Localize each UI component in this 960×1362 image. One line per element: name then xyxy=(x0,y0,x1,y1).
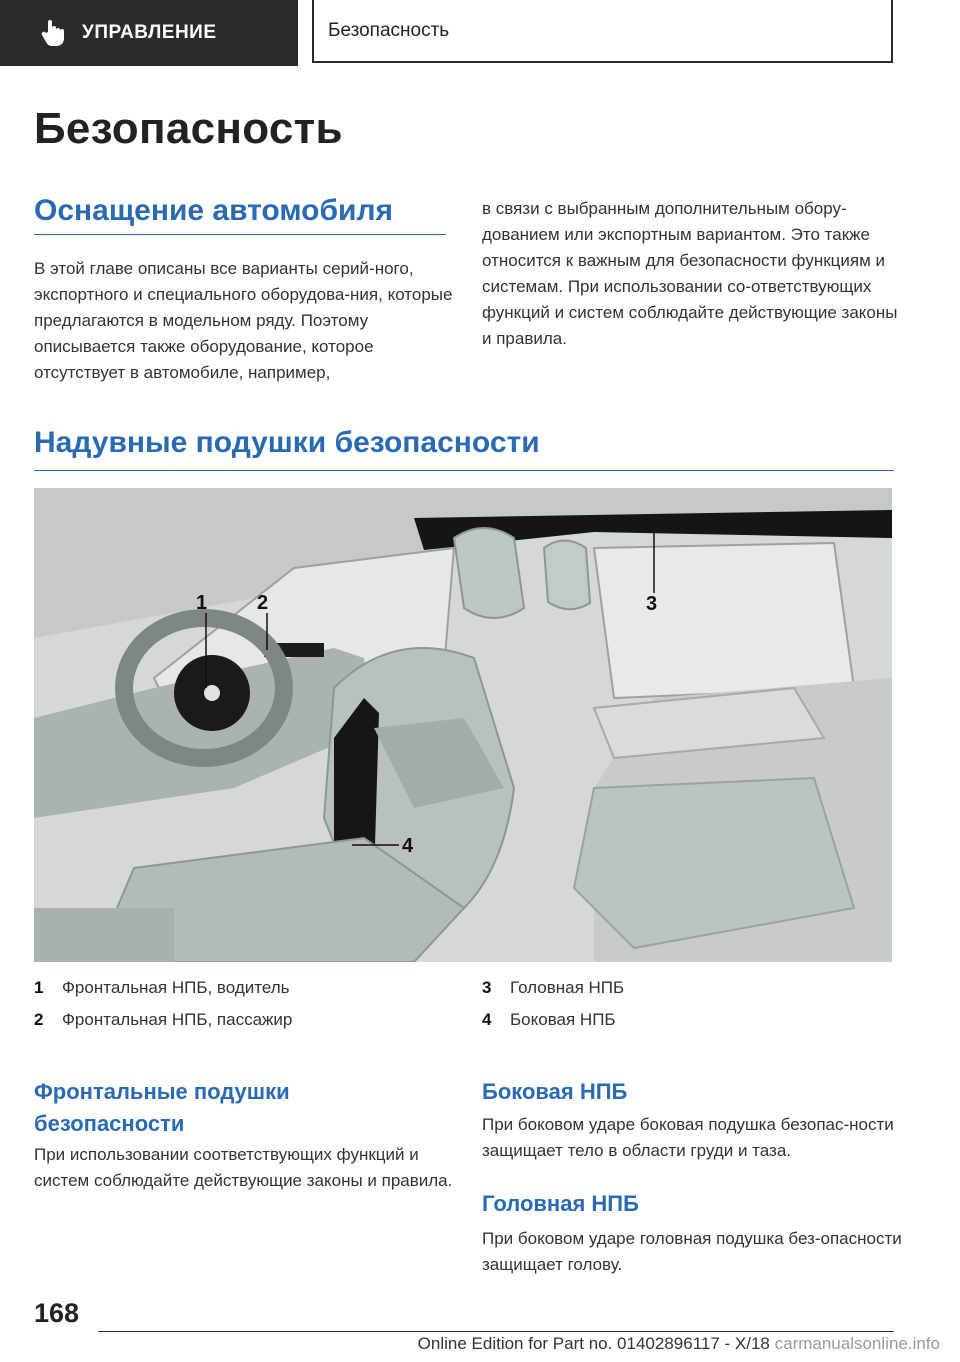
airbag-locations-figure xyxy=(34,488,892,962)
page-number: 168 xyxy=(34,1298,80,1328)
head-airbag-heading: Головная НПБ xyxy=(482,1191,639,1216)
airbags-heading: Надувные подушки безопасности xyxy=(34,426,540,459)
airbags-heading-rule xyxy=(34,470,894,471)
car-interior-illustration xyxy=(34,488,892,962)
equipment-text-right: в связи с выбранным дополнительным обору-дованием или экспортным вариантом. Это также относится к важным для безопасности функциям и системам. При использовании со-ответствующих функций и систем соблюдайте действующие законы и правила. xyxy=(482,199,898,348)
front-airbags-heading-line1: Фронтальные подушки xyxy=(34,1079,290,1104)
legend-number: 3 xyxy=(482,978,492,997)
legend-number: 2 xyxy=(34,1010,44,1029)
equipment-heading: Оснащение автомобиля xyxy=(34,194,394,227)
section-tab[interactable] xyxy=(0,0,298,66)
edition-text: Online Edition for Part no. 01402896117 - X/18 xyxy=(417,1334,770,1353)
header-tabs xyxy=(0,0,896,66)
topic-tab-label: Безопасность xyxy=(328,19,450,41)
side-airbag-heading: Боковая НПБ xyxy=(482,1079,628,1104)
legend-number: 4 xyxy=(482,1010,492,1029)
figure-label-4: 4 xyxy=(402,835,414,857)
legend-item xyxy=(34,1010,292,1030)
legend-item xyxy=(482,1010,616,1030)
equipment-text-left: В этой главе описаны все варианты серий-ного, экспортного и специального оборудова-ния, которые предлагаются в модельном ряду. Поэтому описывается также оборудование, которое отсутствует в автомобиле, например, xyxy=(34,259,453,382)
topic-tab[interactable] xyxy=(312,0,893,63)
front-airbags-text: При использовании соответствующих функций и систем соблюдайте действующие законы и правила. xyxy=(34,1145,453,1190)
front-airbags-heading xyxy=(34,1076,290,1140)
footer-edition xyxy=(418,1334,940,1354)
figure-label-3: 3 xyxy=(646,593,658,615)
figure-label-2: 2 xyxy=(257,592,269,614)
front-airbags-heading-line2: безопасности xyxy=(34,1111,185,1136)
legend-text: Фронтальная НПБ, водитель xyxy=(62,978,290,997)
equipment-heading-rule xyxy=(34,234,446,235)
legend-number: 1 xyxy=(34,978,44,997)
legend-text: Боковая НПБ xyxy=(510,1010,616,1029)
section-tab-label: УПРАВЛЕНИЕ xyxy=(82,22,217,43)
side-airbag-text: При боковом ударе боковая подушка безопас-ности защищает тело в области груди и таза. xyxy=(482,1115,894,1160)
page-title: Безопасность xyxy=(34,104,343,153)
legend-text: Фронтальная НПБ, пассажир xyxy=(62,1010,293,1029)
watermark-text: carmanualsonline.info xyxy=(774,1334,940,1353)
legend-text: Головная НПБ xyxy=(510,978,625,997)
legend-item xyxy=(34,978,290,998)
figure-label-1: 1 xyxy=(196,592,208,614)
head-airbag-text: При боковом ударе головная подушка без-опасности защищает голову. xyxy=(482,1229,902,1274)
footer-rule xyxy=(98,1331,894,1332)
legend-item xyxy=(482,978,624,998)
hand-pointer-icon xyxy=(40,19,66,47)
